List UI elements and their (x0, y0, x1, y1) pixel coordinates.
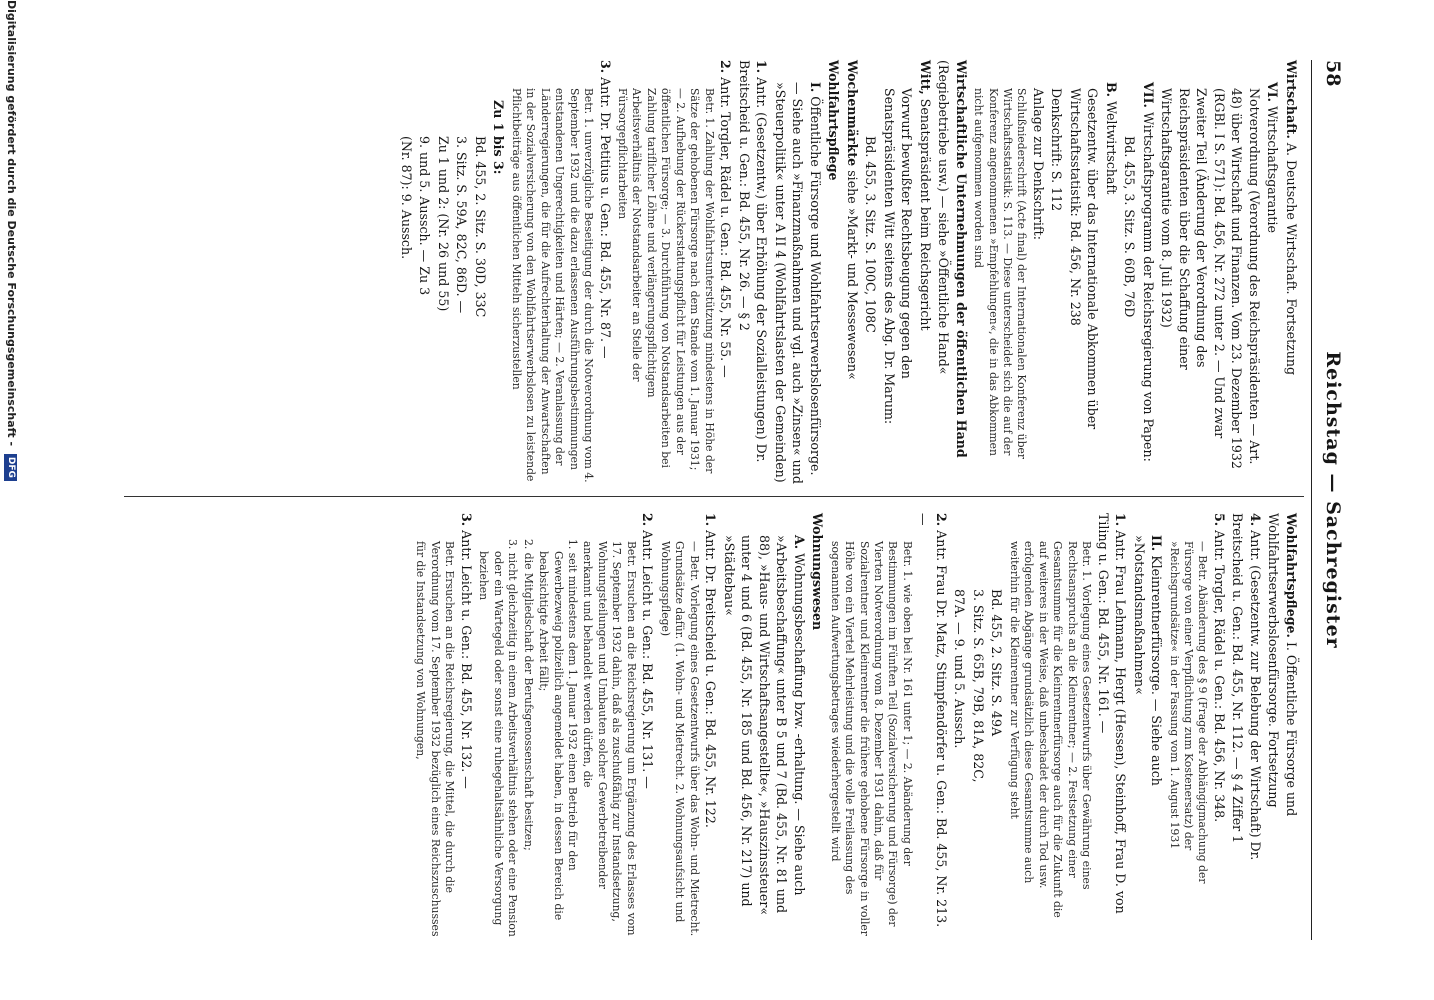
header-rule (1311, 60, 1312, 940)
index-entry (1103, 60, 1121, 484)
entry-text: Antr. Dr. Breitscheid u. Gen.: Bd. 455, Nr. 122. (703, 530, 719, 828)
index-entry (490, 60, 508, 484)
index-entry (1048, 60, 1066, 484)
entry-keyword: 3. (458, 513, 474, 527)
index-entry (476, 513, 519, 937)
entry-text: Denkschrift: S. 112 (1049, 88, 1065, 212)
index-entry (434, 60, 452, 484)
entry-text: — Betr. Abänderung des § 9 (Frage der Abhängigmachung der Fürsorge von einer Verpflichtung zum Kostenersatz) der »Reichsgrundsätze« in der Fassung vom 1. August 1931 (1167, 541, 1210, 884)
entry-text: 3. nicht gleichzeitig in einem Arbeitsverhältnis stehen oder eine Pension oder ein Wartegeld oder sonst eine ruhegehaltsähnliche Versorgung beziehen (477, 539, 520, 937)
index-entry (413, 513, 456, 937)
index-entry (397, 60, 415, 484)
page-header (1316, 60, 1346, 940)
entry-text: Antr. (Gesetzentw. zur Belebung der Wirtschaft) Dr. Breitscheid u. Gen.: Bd. 455, Nr. 112. — § 4 Ziffer 1 (1230, 513, 1263, 861)
index-entry (951, 513, 969, 937)
index-entry (1265, 513, 1300, 937)
entry-text: Notverordnung (Verordnung des Reichspräsidenten — Art. 48) über Wirtschaft und Finanzen. Vom 23. Dezember 1932 (RGBl. I S. 571): Bd. 456, Nr. 272 unter 2. — Und zwar Zweiter Teil (Änderung der Verordnung des Reichspräsidenten über die Schaffung einer Wirtschaftsgarantie vom 8. Juli 1932) (1159, 88, 1262, 469)
entry-text: Betr. Ersuchen an die Reichsregierung, die Mittel, die durch die Verordnung vom 17. September 1932 bezüglich eines Reichszuschusses für die Instandsetzung von Wohnungen, (414, 541, 457, 937)
index-entry (1264, 60, 1282, 484)
index-entry (536, 513, 579, 937)
entry-text: Anlage zur Denkschrift: (1031, 88, 1046, 240)
left-column (396, 60, 1300, 484)
index-entry (520, 513, 534, 937)
index-entry (969, 513, 987, 937)
right-column (412, 513, 1300, 937)
entry-keyword: II. (1149, 535, 1165, 552)
index-entry (916, 60, 934, 484)
index-entry (1158, 60, 1263, 484)
entry-text: 3. Sitz. S. 65B, 79B, 81A, 82C, (970, 589, 986, 783)
entry-text: Antr. Frau Dr. Matz, Stimpfendörfer u. Gen.: Bd. 455, Nr. 213. — (916, 513, 949, 928)
entry-keyword: Wohnungswesen (810, 513, 826, 631)
entry-keyword: 2. (718, 60, 734, 74)
column-divider (124, 496, 1304, 497)
index-entry (1030, 60, 1048, 484)
entry-text: Vorwurf bewußter Rechtsbeugung gegen den Senatspräsidenten Witt seitens des Abg. Dr. Marum: (881, 88, 915, 425)
index-entry (971, 60, 1029, 484)
index-entry (508, 60, 595, 484)
index-entry (809, 513, 827, 937)
index-entry (1006, 513, 1093, 937)
entry-keyword: 2. (933, 513, 949, 527)
entry-text: Betr. Ersuchen an die Reichsregierung um Ergänzung des Erlasses vom 17. September 1932 dahin, daß als zuschußfähig zur Instandsetzung, Wohnungsteilungen und Umbauten solcher Gewerbetreibender anerkannt und behandelt werden dürfen, die (581, 541, 638, 936)
entry-keyword: Wohlfahrtspflege (826, 60, 842, 181)
entry-keyword: A. (791, 535, 807, 550)
index-entry (843, 60, 861, 484)
index-entry (471, 60, 489, 484)
index-entry (1229, 513, 1264, 937)
entry-text: 2. die Mitgliedschaft der Berufsgenossenschaft besitzen; (521, 539, 535, 851)
entry-keyword: 5. (1212, 513, 1227, 527)
entry-text: Senatspräsident beim Reichsgericht (917, 98, 933, 331)
entry-text: Bd. 455, 3. Sitz. S. 60B, 76D (1122, 136, 1138, 318)
index-entry (453, 60, 471, 484)
entry-text: Betr. 1. Vorlegung eines Gesetzentwurfs über Gewährung eines Rechtsanspruchs an die Kleinrentner; — 2. Festsetzung einer Gesamtsumme für die Kleinrentnerfürsorge auch für die Zukunft die auf weiteres in der Weise, daß unbeschadet der durch Tod usw. erfolgenden Abgänge grundsätzlich diese Gesamtsumme auch weiterhin für die Kleinrentner zur Verfügung steht (1007, 541, 1094, 918)
index-entry (935, 60, 970, 484)
index-entry (657, 513, 700, 937)
entry-text: Zu 1 und 2: (Nr. 26 und 55) (435, 136, 451, 312)
index-entry (702, 513, 720, 937)
index-entry (988, 513, 1006, 937)
dfg-logo: DFG (5, 454, 18, 481)
index-entry (735, 60, 770, 484)
entry-keyword: 4. (1248, 513, 1263, 527)
entry-text: Betr. 1. wie oben bei Nr. 161 unter 1; — 2. Abänderung der Bestimmungen im Fünften Teil (Sozialversicherung und Fürsorge) der Vierten Notverordnung vom 8. Dezember 1931 dahin, daß für Sozialrentner und Kleinrentner die frühere gehobene Fürsorge in voller Höhe von ein Viertel Mehrleistung und die volle Freilassung des sogenannten Aufwertungsbetrages wiederhergestellt wird (828, 541, 914, 936)
index-entry (1211, 513, 1229, 937)
index-entry (827, 513, 914, 937)
index-entry (615, 60, 716, 484)
entry-text: Weltwirtschaft (1104, 101, 1119, 195)
entry-keyword: Wohlfahrtspflege. (1284, 513, 1299, 638)
running-head: Reichstag — Sachregister (1322, 351, 1344, 649)
entry-text: Betr. 1. unverzügliche Beseitigung der durch die Notverordnung vom 4. September 1932 und die dazu erlassenen Ausführungsbestimmungen entstandenen Ungerechtigkeiten und Härten; — 2. Veranlassung der Länderregierungen, die für die Aufrechterhaltung der Anwartschaften in der Sozialversicherung von den Wohlfahrtserwerbslosen zu leistende Pflichtbeiträge aus öffentlichen Mitteln sicherzustellen (509, 88, 596, 483)
entry-text: Antr. Frau Lehmann, Hergt (Hessen), Steinhoff, Frau D. von Tiling u. Gen.: Bd. 455, Nr. 161. — (1095, 513, 1129, 914)
entry-text: Gesetzentw. über das Internationale Abkommen über Wirtschaftsstatistik: Bd. 456, Nr. 238 (1068, 88, 1101, 430)
entry-text: — Betr. Vorlegung eines Gesetzentwurfs über das Wohn- und Mietrecht. Grundsätze dafür. (1. Wohn- und Mietrecht. 2. Wohnungsaufsicht und Wohnungspflege) (658, 541, 701, 937)
entry-text: Antr. Leicht u. Gen.: Bd. 455, Nr. 132. — (458, 530, 474, 789)
entry-keyword: Wirtschaft. (1284, 60, 1299, 139)
entry-keyword: 1. (1113, 513, 1129, 527)
entry-text: Kleinrentnerfürsorge. — Siehe auch »Notstandsmaßnahmen« (1131, 535, 1165, 786)
entry-text: (Regiebetriebe usw.) — siehe »Öffentliche Hand« (936, 60, 952, 375)
index-entry (1166, 513, 1209, 937)
index-entry (1140, 60, 1158, 484)
entry-text: 3. Sitz. S. 59A, 82C, 86D. — (454, 136, 470, 314)
entry-text: Bd. 455, 2. Sitz. S. 30D, 33C (472, 136, 488, 318)
entry-keyword: VII. (1141, 82, 1156, 108)
index-entry (717, 60, 735, 484)
entry-text: Öffentliche Fürsorge und Wohlfahrtserwerbslosenfürsorge. — Siehe auch »Finanzmaßnahmen und vgl. auch »Zinsen« und »Steuerpolitik« unter A II 4 (Wohlfahrtslasten der Gemeinden) (772, 82, 823, 484)
index-entry (416, 60, 434, 484)
digitization-credit (5, 0, 19, 1000)
index-entry (580, 513, 638, 937)
entry-keyword: I. (807, 82, 823, 93)
entry-keyword: 1. (754, 60, 770, 74)
index-entry (1283, 60, 1301, 484)
entry-text: 9. und 5. Aussch. — Zu 3 (417, 136, 433, 296)
index-entry (915, 513, 950, 937)
index-entry (457, 513, 475, 937)
page-number: 58 (1322, 60, 1344, 87)
entry-text: Bd. 455, 2. Sitz. S. 49A (989, 589, 1005, 737)
entry-text: I. Öffentliche Fürsorge und Wohlfahrtserwerbslosenfürsorge. Fortsetzung (1266, 513, 1299, 817)
entry-keyword: Wirtschaftliche Unternehmungen der öffentlichen Hand (953, 60, 969, 458)
index-entry (720, 513, 808, 937)
entry-text: Wirtschaftsprogramm der Reichsregierung von Papen: (1141, 111, 1156, 462)
entry-text: Zu 1 bis 3: (491, 100, 507, 175)
index-entry (880, 60, 915, 484)
entry-text: Antr. Leicht u. Gen.: Bd. 455, Nr. 131. — (640, 530, 656, 789)
entry-keyword: B. (1104, 82, 1119, 98)
entry-text: A. Deutsche Wirtschaft. Fortsetzung (1284, 142, 1299, 376)
entry-text: Wohnungsbeschaffung bzw. -erhaltung. — Siehe auch »Arbeitsbeschaffung« unter B 5 und 7 (Bd. 455, Nr. 81 und 88), »Haus- und Wirtschaftsangestellte«, »Hauszinssteuer« unter 4 und 6 (Bd. 455, Nr. 185 und Bd. 456, Nr. 217) und »Städtebau« (721, 535, 807, 916)
entry-text: Antr. Torgler, Rädel u. Gen.: Bd. 455, Nr. 55. — (718, 77, 734, 378)
entry-text: Antr. Torgler, Rädel u. Gen.: Bd. 456, Nr. 348. (1212, 530, 1227, 823)
entry-text: Betr. 1. Zahlung der Wohlfahrtsunterstützung mindestens in Höhe der Sätze der gehobenen Fürsorge nach dem Stande vom 1. Januar 1931; — 2. Aufhebung der Rückerstattungspflicht für Leistungen aus der öffentlichen Fürsorge; — 3. Durchführung von Notstandsarbeiten bei Zahlung tariflicher Löhne und verlängerungspflichtigem Arbeitsverhältnis der Notstandsarbeiter an Stelle der Fürsorgepflichtarbeiten (615, 88, 716, 474)
index-entry (1094, 513, 1129, 937)
entry-keyword: VI. (1265, 82, 1281, 103)
entry-keyword: Witt, (917, 60, 933, 95)
entry-text: Antr. (Gesetzentw.) über Erhöhung der Sozialleistungen) Dr. Breitscheid u. Gen.: Bd. 455, Nr. 26. — § 2 (736, 60, 770, 463)
entry-text: Wirtschaftsgarantie (1265, 106, 1281, 233)
index-entry (1130, 513, 1165, 937)
entry-text: Bd. 455, 3. Sitz. S. 100C, 108C (863, 136, 879, 333)
index-entry (1121, 60, 1139, 484)
entry-keyword: 2. (640, 513, 656, 527)
index-entry (596, 60, 614, 484)
entry-text: siehe »Markt- und Messewesen« (844, 170, 860, 380)
entry-keyword: 3. (597, 60, 613, 74)
index-entry (1067, 60, 1102, 484)
entry-keyword: 1. (703, 513, 719, 527)
index-entry (771, 60, 824, 484)
entry-text: 1. seit mindestens dem 1. Januar 1932 einen Betrieb für den Gewerbezweig polizeilich angemeldet haben, in dessen Bereich die beabsichtigte Arbeit fällt; (537, 539, 580, 921)
entry-text: (Nr. 87): 9. Aussch. (398, 136, 414, 260)
credit-text: Digitalisierung gefördert durch die Deutsche Forschungsgemeinschaft - (5, 0, 18, 447)
index-entry (825, 60, 843, 484)
entry-text: Antr. Dr. Petitius u. Gen.: Bd. 455, Nr. 87. — (597, 77, 613, 359)
entry-text: 87A. — 9. und 5. Aussch. (952, 589, 968, 749)
entry-text: Schlußniederschrift (Acte final) der Internationalen Konferenz über Wirtschaftsstatistik: S. 113. — Diese unterscheidet sich die auf der Konferenz angenommenen »Empfehlungen«, die in das Abkommen nicht aufgenommen worden sind (972, 88, 1029, 460)
entry-keyword: Wochenmärkte (844, 60, 860, 167)
index-entry (639, 513, 657, 937)
index-entry (862, 60, 880, 484)
